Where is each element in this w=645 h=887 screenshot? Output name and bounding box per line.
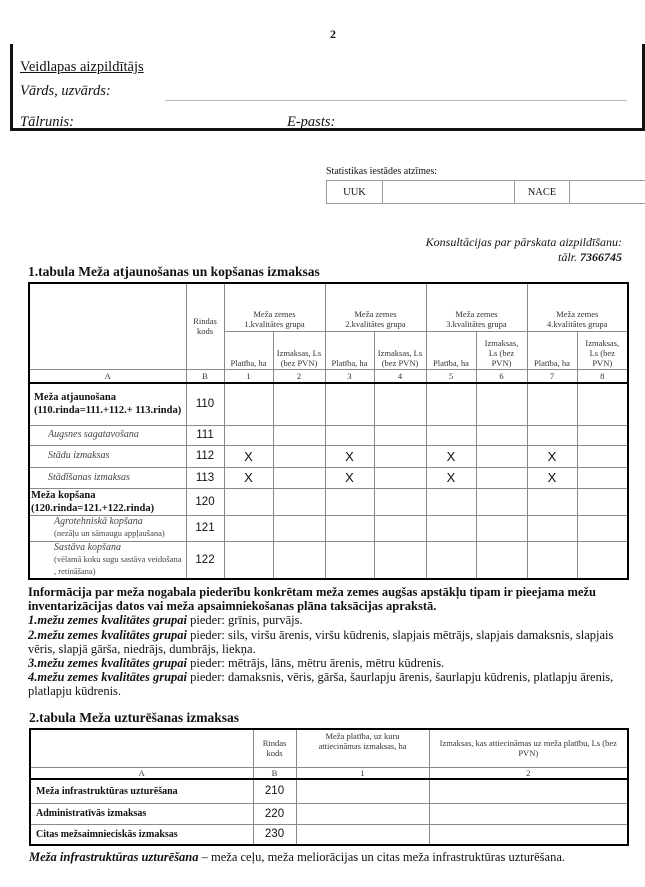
data-cell bbox=[374, 383, 426, 425]
data-cell bbox=[577, 467, 628, 488]
consultation-text: Konsultācijas par pārskata aizpildīšanu: bbox=[425, 235, 622, 249]
data-cell bbox=[577, 515, 628, 541]
data-cell bbox=[476, 541, 527, 579]
cost-cell bbox=[429, 779, 628, 803]
data-cell: X bbox=[224, 467, 273, 488]
cost-cell bbox=[429, 803, 628, 824]
data-cell bbox=[426, 541, 476, 579]
row-label: Meža infrastruktūras uzturēšana bbox=[30, 779, 253, 803]
info-group-4 bbox=[28, 670, 640, 698]
row-label: Administratīvās izmaksas bbox=[30, 803, 253, 824]
email-label: E-pasts: bbox=[287, 114, 336, 130]
group-4-line2: 4.kvalitātes grupa bbox=[547, 318, 608, 329]
sub-area-1: Platība, ha bbox=[224, 331, 273, 369]
row-label-text: Meža kopšana bbox=[31, 489, 96, 501]
table-row bbox=[29, 425, 628, 445]
data-cell bbox=[476, 488, 527, 515]
info-group-2 bbox=[28, 628, 640, 656]
info-group-3 bbox=[28, 656, 640, 670]
group-1-line2: 1.kvalitātes grupa bbox=[244, 318, 305, 329]
data-cell bbox=[476, 445, 527, 467]
data-cell bbox=[224, 383, 273, 425]
data-cell bbox=[273, 425, 325, 445]
info-lead: Informācija par meža nogabala piederību konkrētam meža zemes augšas apstākļu tipam ir pieejama mežu inventarizācijas datos vai meža apsaimniekošanas plāna taksācijas aprakstā. bbox=[28, 585, 596, 614]
data-cell: X bbox=[527, 445, 577, 467]
row-label-text: Agrotehniskā kopšana bbox=[54, 516, 143, 527]
stat-marks-table bbox=[326, 180, 645, 204]
group-2-line1: Meža zemes bbox=[354, 308, 397, 319]
data-cell bbox=[325, 488, 374, 515]
row-label bbox=[29, 425, 186, 445]
row-label-text: Sastāva kopšana bbox=[54, 541, 121, 553]
data-cell: X bbox=[426, 467, 476, 488]
data-cell bbox=[426, 515, 476, 541]
row-code: 111 bbox=[186, 425, 224, 445]
data-cell bbox=[426, 383, 476, 425]
col-num: 7 bbox=[527, 369, 577, 383]
table1-column-numbers bbox=[29, 369, 628, 383]
page-number: 2 bbox=[330, 27, 336, 41]
data-cell bbox=[577, 541, 628, 579]
group-3-line2: 3.kvalitātes grupa bbox=[446, 318, 507, 329]
row-code: 122 bbox=[186, 541, 224, 579]
table1-group-3 bbox=[426, 283, 527, 331]
data-cell bbox=[577, 445, 628, 467]
data-cell bbox=[374, 541, 426, 579]
info-group-text: pieder: grīnis, purvājs. bbox=[187, 613, 303, 628]
table-row bbox=[29, 383, 628, 425]
footnote bbox=[29, 850, 639, 865]
info-group-term: 1.mežu zemes kvalitātes grupai bbox=[28, 613, 188, 628]
name-field[interactable] bbox=[165, 100, 627, 101]
row-code: 120 bbox=[186, 488, 224, 515]
data-cell bbox=[374, 467, 426, 488]
table2-title: 2.tabula Meža uzturēšanas izmaksas bbox=[29, 710, 239, 725]
table1 bbox=[28, 282, 629, 580]
data-cell bbox=[224, 425, 273, 445]
group-3-line1: Meža zemes bbox=[455, 308, 498, 319]
table1-header-row bbox=[29, 283, 628, 331]
col-num: B bbox=[253, 767, 296, 779]
uuk-field[interactable] bbox=[383, 181, 515, 204]
data-cell bbox=[476, 515, 527, 541]
table-row bbox=[29, 515, 628, 541]
table-row bbox=[29, 541, 628, 579]
cost-cell bbox=[429, 824, 628, 845]
data-cell bbox=[527, 425, 577, 445]
table2-header-cost: Izmaksas, kas attiecināmas uz meža platību, Ls (bez PVN) bbox=[429, 729, 628, 767]
row-label bbox=[29, 541, 186, 579]
table2-header-code: Rindas kods bbox=[253, 729, 296, 767]
phone-label: Tālrunis: bbox=[20, 114, 74, 130]
sub-cost-1: Izmaksas, Ls (bez PVN) bbox=[273, 331, 325, 369]
area-cell bbox=[296, 824, 429, 845]
area-cell bbox=[296, 803, 429, 824]
sub-area-2: Platība, ha bbox=[325, 331, 374, 369]
col-num: B bbox=[186, 369, 224, 383]
data-cell bbox=[325, 383, 374, 425]
col-num: 4 bbox=[374, 369, 426, 383]
sub-cost-2: Izmaksas, Ls (bez PVN) bbox=[374, 331, 426, 369]
table-row bbox=[29, 488, 628, 515]
area-cell bbox=[296, 779, 429, 803]
data-cell bbox=[577, 383, 628, 425]
group-4-line1: Meža zemes bbox=[556, 308, 599, 319]
data-cell bbox=[527, 541, 577, 579]
data-cell: X bbox=[426, 445, 476, 467]
data-cell bbox=[273, 445, 325, 467]
table-row bbox=[30, 824, 628, 845]
row-code: 112 bbox=[186, 445, 224, 467]
data-cell bbox=[325, 541, 374, 579]
table2-header-row bbox=[30, 729, 628, 767]
data-cell bbox=[374, 515, 426, 541]
info-group-text: pieder: mētrājs, lāns, mētru ārenis, mētru kūdrenis. bbox=[187, 656, 445, 671]
row-code: 110 bbox=[186, 383, 224, 425]
info-group-1 bbox=[28, 613, 640, 627]
row-code: 220 bbox=[253, 803, 296, 824]
table2 bbox=[29, 728, 629, 846]
group-2-line2: 2.kvalitātes grupa bbox=[345, 318, 406, 329]
col-num: 5 bbox=[426, 369, 476, 383]
data-cell bbox=[273, 515, 325, 541]
col-num: 2 bbox=[273, 369, 325, 383]
sub-area-3: Platība, ha bbox=[426, 331, 476, 369]
sub-area-4: Platība, ha bbox=[527, 331, 577, 369]
info-group-text: pieder: damaksnis, vēris, gārša, šaurlapju ārenis, šaurlapju kūdrenis, platlapju ārenis, platlapju kūdrenis. bbox=[28, 670, 614, 699]
data-cell bbox=[273, 467, 325, 488]
table1-group-2 bbox=[325, 283, 426, 331]
sub-cost-4: Izmaksas, Ls (bez PVN) bbox=[577, 331, 628, 369]
row-label bbox=[29, 467, 186, 488]
table-row bbox=[30, 803, 628, 824]
data-cell bbox=[527, 383, 577, 425]
data-cell: X bbox=[224, 445, 273, 467]
row-label-text: Stādu izmaksas bbox=[48, 450, 110, 461]
data-cell bbox=[426, 425, 476, 445]
table1-group-1 bbox=[224, 283, 325, 331]
data-cell: X bbox=[325, 445, 374, 467]
data-cell bbox=[374, 445, 426, 467]
table1-header-a bbox=[29, 283, 186, 369]
data-cell bbox=[527, 488, 577, 515]
data-cell bbox=[577, 488, 628, 515]
row-label bbox=[29, 383, 186, 425]
consultation-note bbox=[426, 235, 622, 265]
row-code: 230 bbox=[253, 824, 296, 845]
col-num: 1 bbox=[296, 767, 429, 779]
col-num: 6 bbox=[476, 369, 527, 383]
footnote-text: – meža ceļu, meža meliorācijas un citas meža infrastruktūras uzturēšana. bbox=[198, 850, 566, 864]
data-cell bbox=[273, 383, 325, 425]
table2-column-numbers bbox=[30, 767, 628, 779]
nace-field[interactable] bbox=[570, 181, 645, 204]
col-num: 1 bbox=[224, 369, 273, 383]
table2-header-area: Meža platība, uz kuru attiecināmas izmaksas, ha bbox=[296, 729, 429, 767]
data-cell bbox=[224, 515, 273, 541]
table1-title: 1.tabula Meža atjaunošanas un kopšanas izmaksas bbox=[28, 264, 320, 279]
row-label-text: Augsnes sagatavošana bbox=[48, 429, 139, 440]
info-group-term: 2.mežu zemes kvalitātes grupai bbox=[28, 627, 188, 642]
table2-header-a bbox=[30, 729, 253, 767]
data-cell bbox=[527, 515, 577, 541]
row-label-text: Stādīšanas izmaksas bbox=[48, 471, 130, 483]
col-num: A bbox=[30, 767, 253, 779]
col-num: A bbox=[29, 369, 186, 383]
group-1-line1: Meža zemes bbox=[253, 308, 296, 319]
quality-group-info bbox=[28, 585, 640, 699]
row-label-formula: (120.rinda=121.+122.rinda) bbox=[31, 502, 155, 514]
data-cell bbox=[374, 425, 426, 445]
name-label: Vārds, uzvārds: bbox=[20, 83, 111, 99]
row-label: Citas mežsaimnieciskās izmaksas bbox=[30, 824, 253, 845]
row-code: 121 bbox=[186, 515, 224, 541]
table-row bbox=[29, 467, 628, 488]
row-label-note: (vēlamā koku sugu sastāva veidošana , retināšana) bbox=[54, 553, 182, 576]
row-label bbox=[29, 515, 186, 541]
table-row bbox=[29, 445, 628, 467]
data-cell bbox=[476, 425, 527, 445]
data-cell bbox=[577, 425, 628, 445]
row-code: 210 bbox=[253, 779, 296, 803]
data-cell bbox=[273, 488, 325, 515]
consultation-phone: 7366745 bbox=[580, 250, 622, 264]
row-label-formula: (110.rinda=111.+112.+ 113.rinda) bbox=[34, 405, 182, 417]
data-cell bbox=[476, 467, 527, 488]
info-group-term: 4.mežu zemes kvalitātes grupai bbox=[28, 670, 188, 685]
nace-label: NACE bbox=[515, 181, 570, 204]
table-row bbox=[30, 779, 628, 803]
uuk-label: UUK bbox=[327, 181, 383, 204]
data-cell bbox=[273, 541, 325, 579]
info-group-text: pieder: sils, viršu ārenis, viršu kūdrenis, slapjais mētrājs, slapjais damaksnis, slapjais vēris, slapjā gārša, niedrājs, dumbrājs, liekņa. bbox=[28, 627, 614, 656]
data-cell bbox=[325, 425, 374, 445]
col-num: 8 bbox=[577, 369, 628, 383]
data-cell bbox=[224, 488, 273, 515]
data-cell: X bbox=[527, 467, 577, 488]
col-num: 3 bbox=[325, 369, 374, 383]
data-cell: X bbox=[325, 467, 374, 488]
data-cell bbox=[374, 488, 426, 515]
data-cell bbox=[426, 488, 476, 515]
data-cell bbox=[224, 541, 273, 579]
row-label bbox=[29, 488, 186, 515]
consultation-phone-prefix: tālr. bbox=[557, 250, 577, 264]
form-filler-heading: Veidlapas aizpildītājs bbox=[20, 59, 144, 75]
sub-cost-3: Izmaksas, Ls (bez PVN) bbox=[476, 331, 527, 369]
row-label-text: Meža atjaunošana bbox=[34, 392, 116, 404]
data-cell bbox=[476, 383, 527, 425]
data-cell bbox=[325, 515, 374, 541]
info-group-term: 3.mežu zemes kvalitātes grupai bbox=[28, 656, 188, 671]
row-label-note: (nezāļu un sāmaugu appļaušana) bbox=[54, 528, 165, 538]
col-num: 2 bbox=[429, 767, 628, 779]
footnote-term: Meža infrastruktūras uzturēšana bbox=[29, 850, 199, 864]
consultation-phone-line bbox=[426, 250, 622, 265]
table1-header-code: Rindas kods bbox=[186, 283, 224, 369]
row-code: 113 bbox=[186, 467, 224, 488]
stat-marks-label: Statistikas iestādes atzīmes: bbox=[326, 166, 438, 177]
row-label bbox=[29, 445, 186, 467]
table1-group-4 bbox=[527, 283, 628, 331]
